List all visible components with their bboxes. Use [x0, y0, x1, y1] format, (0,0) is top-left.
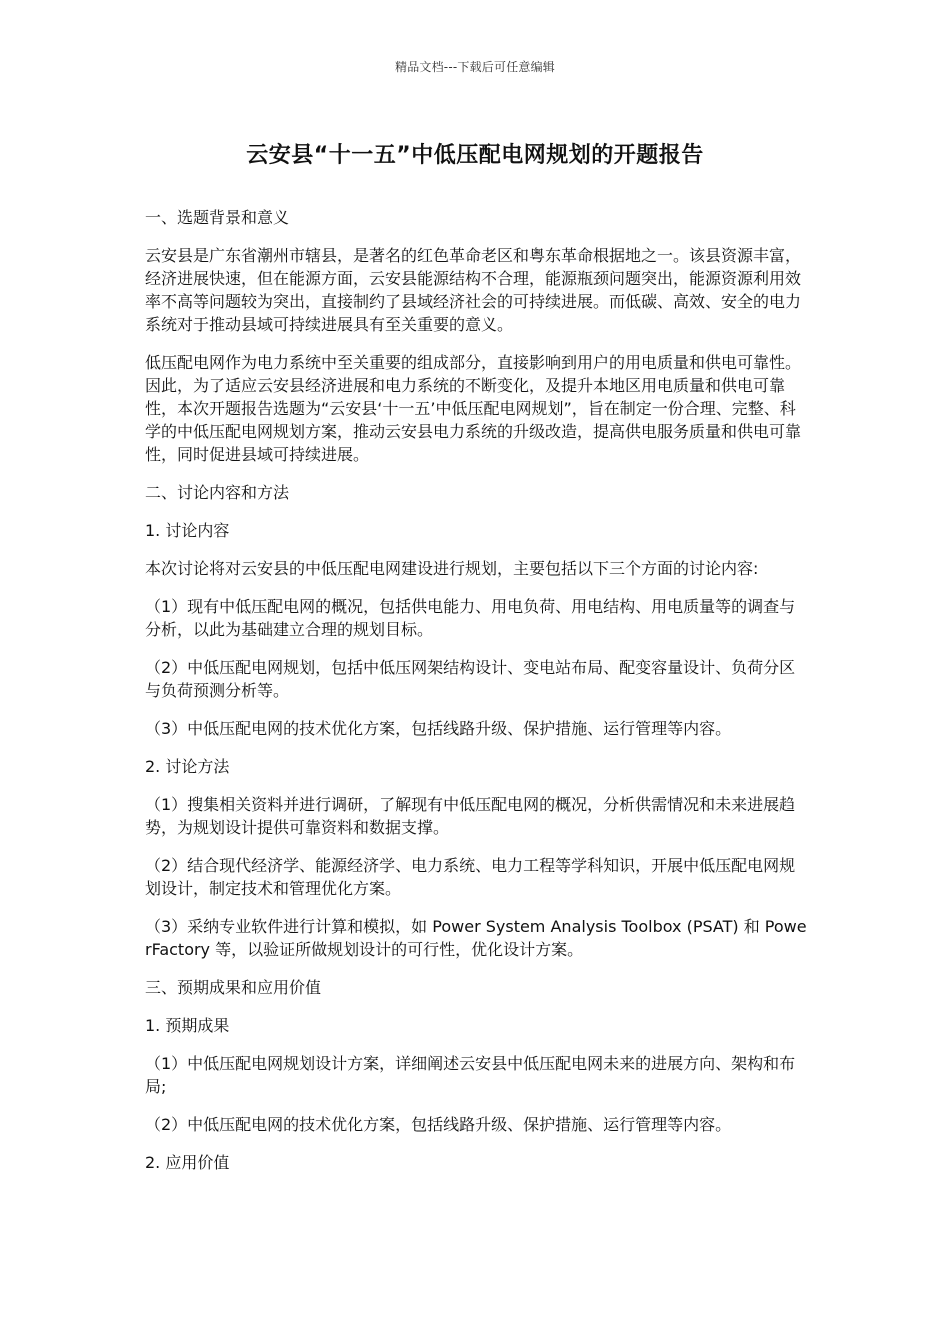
list-item-result-1: （1）中低压配电网规划设计方案，详细阐述云安县中低压配电网未来的进展方向、架构和布局;	[145, 1054, 796, 1096]
section-heading-results: 三、预期成果和应用价值	[145, 978, 322, 997]
list-item-content-3: （3）中低压配电网的技术优化方案，包括线路升级、保护措施、运行管理等内容。	[145, 719, 732, 738]
list-item-content-1: （1）现有中低压配电网的概况，包括供电能力、用电负荷、用电结构、用电质量等的调查与分析，以此为基础建立合理的规划目标。	[145, 597, 796, 639]
paragraph-research-intro: 本次讨论将对云安县的中低压配电网建设进行规划，主要包括以下三个方面的讨论内容:	[145, 559, 759, 578]
document-body	[145, 206, 807, 1189]
document-title: 云安县“十一五”中低压配电网规划的开题报告	[246, 143, 704, 168]
paragraph-background-1: 云安县是广东省潮州市辖县，是著名的红色革命老区和粤东革命根据地之一。该县资源丰富，经济进展快速，但在能源方面，云安县能源结构不合理，能源瓶颈问题突出，能源资源利用效率不高等问题较为突出，直接制约了县域经济社会的可持续进展。而低碳、高效、安全的电力系统对于推动县域可持续进展具有至关重要的意义。	[145, 246, 802, 334]
subheading-expected-results: 1. 预期成果	[145, 1016, 230, 1035]
list-item-method-2: （2）结合现代经济学、能源经济学、电力系统、电力工程等学科知识，开展中低压配电网规划设计，制定技术和管理优化方案。	[145, 856, 796, 898]
list-item-method-1: （1）搜集相关资料并进行调研，了解现有中低压配电网的概况，分析供需情况和未来进展趋势，为规划设计提供可靠资料和数据支撑。	[145, 795, 796, 837]
paragraph-background-2: 低压配电网作为电力系统中至关重要的组成部分，直接影响到用户的用电质量和供电可靠性。因此，为了适应云安县经济进展和电力系统的不断变化，及提升本地区用电质量和供电可靠性，本次开题报告选题为“云安县‘十一五’中低压配电网规划”，旨在制定一份合理、完整、科学的中低压配电网规划方案，推动云安县电力系统的升级改造，提高供电服务质量和供电可靠性，同时促进县域可持续进展。	[145, 353, 802, 464]
page-header: 精品文档---下载后可任意编辑	[395, 60, 555, 74]
section-heading-background: 一、选题背景和意义	[145, 208, 290, 227]
subheading-application-value: 2. 应用价值	[145, 1153, 230, 1172]
list-item-result-2: （2）中低压配电网的技术优化方案，包括线路升级、保护措施、运行管理等内容。	[145, 1115, 732, 1134]
subheading-research-method: 2. 讨论方法	[145, 757, 230, 776]
list-item-content-2: （2）中低压配电网规划，包括中低压网架结构设计、变电站布局、配变容量设计、负荷分区与负荷预测分析等。	[145, 658, 796, 700]
list-item-method-3: （3）采纳专业软件进行计算和模拟，如 Power System Analysis Toolbox (PSAT) 和 PowerFactory 等，以验证所做规划设计的可行性，优化设计方案。	[145, 917, 807, 959]
subheading-research-content: 1. 讨论内容	[145, 521, 230, 540]
section-heading-research: 二、讨论内容和方法	[145, 483, 290, 502]
